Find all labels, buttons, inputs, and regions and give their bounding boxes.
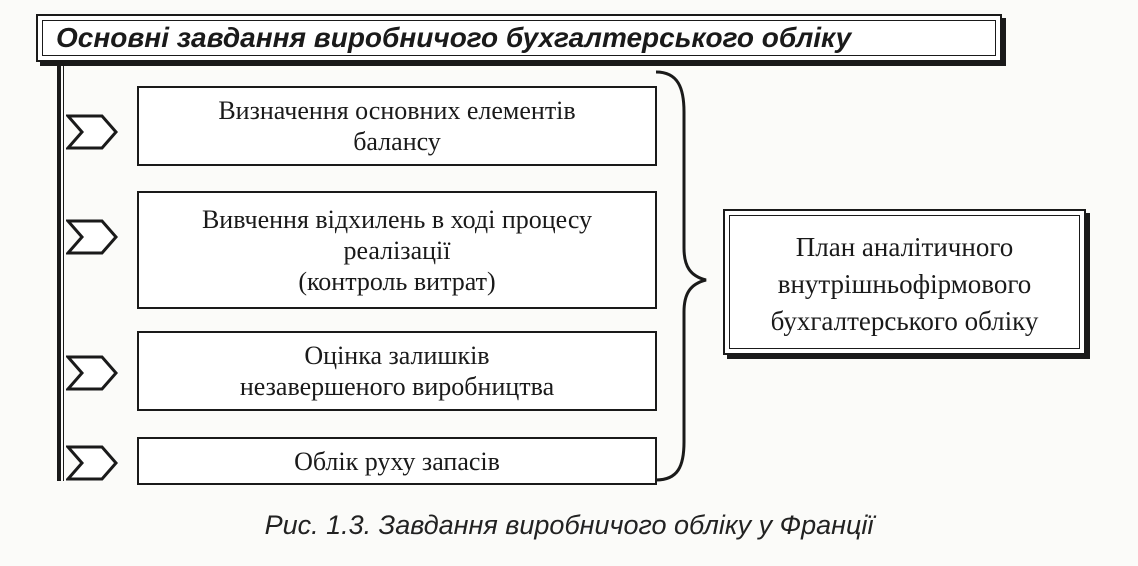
task-box-inventory — [137, 437, 657, 485]
task-label: Облік руху запасів — [294, 446, 500, 476]
chevron-arrow-icon — [66, 114, 118, 150]
task-label: Оцінка залишків незавершеного виробництва — [239, 341, 555, 401]
chevron-arrow-icon — [66, 219, 118, 255]
connector-vertical-line-inner — [63, 62, 64, 481]
task-box-deviations — [137, 191, 657, 309]
result-label: План аналітичного внутрішньофірмового бухгалтерського обліку — [770, 232, 1039, 336]
task-label: Вивчення відхилень в ході процесу реалізації (контроль витрат) — [201, 204, 593, 296]
task-box-wip — [137, 331, 657, 411]
diagram-title-box — [36, 14, 1002, 62]
figure-caption: Рис. 1.3. Завдання виробничого обліку у Франції — [264, 510, 874, 540]
chevron-arrow-icon — [66, 355, 118, 391]
chevron-arrow-icon — [66, 445, 118, 481]
task-label: Визначення основних елементів балансу — [218, 96, 576, 156]
diagram-title: Основні завдання виробничого бухгалтерського обліку — [56, 22, 852, 53]
task-box-balance — [137, 86, 657, 166]
result-box — [723, 209, 1086, 355]
curly-brace-icon — [650, 70, 710, 482]
connector-vertical-line — [57, 62, 61, 481]
